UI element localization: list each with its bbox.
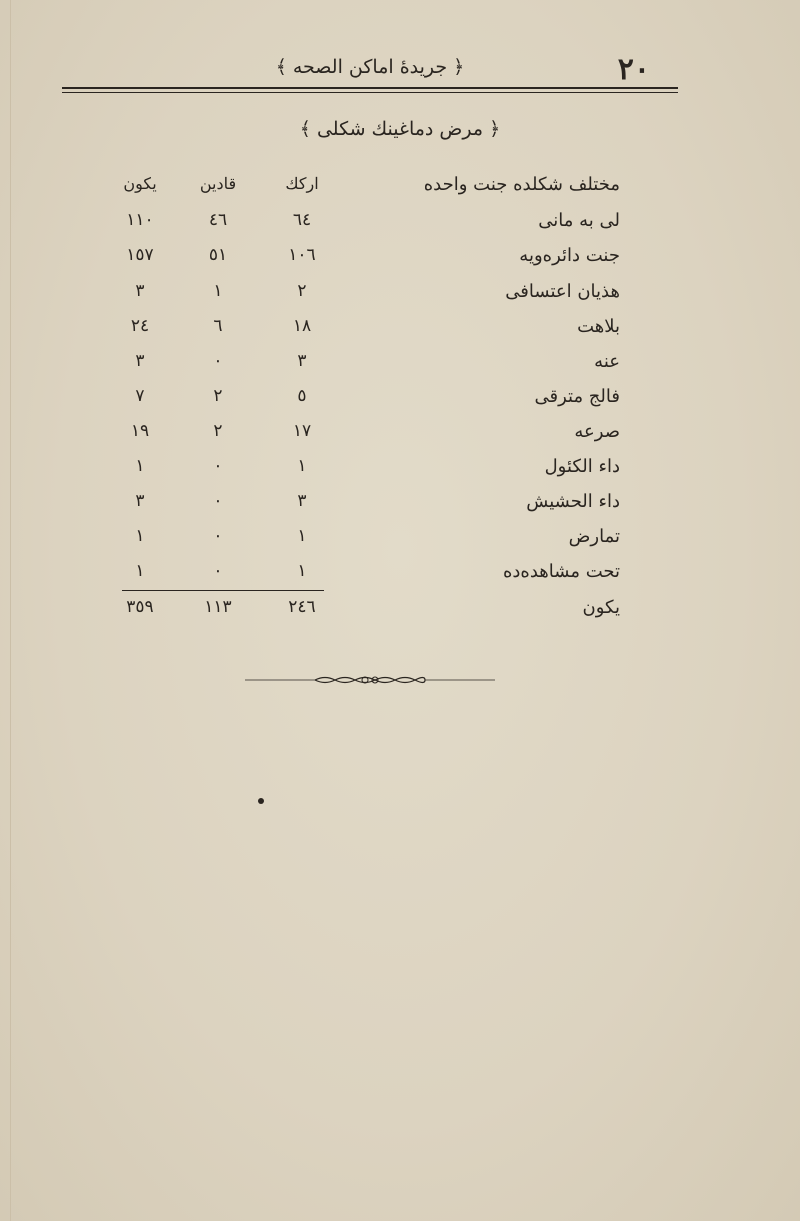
ink-dot (258, 798, 264, 804)
table-row (0, 421, 800, 455)
column-header-label: مختلف شكلده جنت واحده (423, 174, 620, 195)
cell-total: ١٥٧ (126, 245, 154, 265)
cell-total: ٣ (135, 351, 145, 371)
column-header-men: اركك (285, 174, 319, 193)
cell-women: ٠ (213, 526, 223, 546)
cell-total: ١ (135, 456, 145, 476)
cell-total: ١٩ (130, 421, 150, 441)
cell-men: ٢ (297, 281, 307, 301)
row-label: فالج مترقى (534, 386, 620, 407)
cell-men: ٣ (297, 351, 307, 371)
cell-men: ١ (297, 526, 307, 546)
cell-total: ٢٤ (130, 316, 150, 336)
cell-men: ١ (297, 561, 307, 581)
table-row (0, 316, 800, 350)
row-label: عنه (594, 351, 620, 372)
table-total-row (0, 597, 800, 631)
row-label: لى به مانى (538, 210, 620, 231)
cell-women: ٠ (213, 351, 223, 371)
cell-total: ٣ (135, 281, 145, 301)
cell-women: ٢ (213, 386, 223, 406)
cell-women: ٠ (213, 491, 223, 511)
cell-total: ٣ (135, 491, 145, 511)
table-row (0, 561, 800, 595)
row-label: داء الحشيش (526, 491, 620, 512)
row-label: جنت دائره‌ويه (519, 245, 620, 266)
table-row (0, 245, 800, 279)
cell-men: ٣ (297, 491, 307, 511)
table-row (0, 491, 800, 525)
section-title: ﴿ مرض دماغينك شكلى ﴾ (299, 118, 501, 140)
table-row (0, 281, 800, 315)
total-women: ١١٣ (204, 597, 232, 617)
cell-total: ٧ (135, 386, 145, 406)
table-row (0, 386, 800, 420)
cell-men: ١٨ (292, 316, 312, 336)
cell-men: ١٧ (292, 421, 312, 441)
table-row (0, 210, 800, 244)
row-label: بلاهت (577, 316, 620, 337)
column-header-women: قادين (199, 174, 237, 193)
cell-women: ٠ (213, 561, 223, 581)
total-label: يكون (582, 597, 620, 618)
cell-women: ٦ (213, 316, 223, 336)
cell-total: ١ (135, 526, 145, 546)
cell-women: ٥١ (208, 245, 228, 265)
table-row (0, 526, 800, 560)
cell-women: ٤٦ (208, 210, 228, 230)
sum-rule (122, 590, 324, 591)
table-header-row (0, 174, 800, 208)
total-total: ٣٥٩ (126, 597, 154, 617)
page-number: ٢٠ (617, 52, 650, 87)
row-label: هذيان اعتسافى (505, 281, 620, 302)
cell-men: ١ (297, 456, 307, 476)
cell-total: ١١٠ (126, 210, 154, 230)
row-label: صرعه (574, 421, 620, 442)
ornament-divider (245, 672, 495, 688)
cell-men: ٥ (297, 386, 307, 406)
total-men: ٢٤٦ (288, 597, 316, 617)
table-row (0, 351, 800, 385)
row-label: تمارض (568, 526, 620, 547)
cell-men: ١٠٦ (288, 245, 316, 265)
cell-women: ٢ (213, 421, 223, 441)
cell-total: ١ (135, 561, 145, 581)
cell-women: ٠ (213, 456, 223, 476)
column-header-total: يكون (123, 174, 157, 193)
table-row (0, 456, 800, 490)
cell-women: ١ (213, 281, 223, 301)
row-label: داء الكئول (544, 456, 620, 477)
cell-men: ٦٤ (292, 210, 312, 230)
running-title: ﴿ جريدهٔ اماكن الصحه ﴾ (275, 56, 465, 78)
row-label: تحت مشاهده‌ده (502, 561, 620, 582)
